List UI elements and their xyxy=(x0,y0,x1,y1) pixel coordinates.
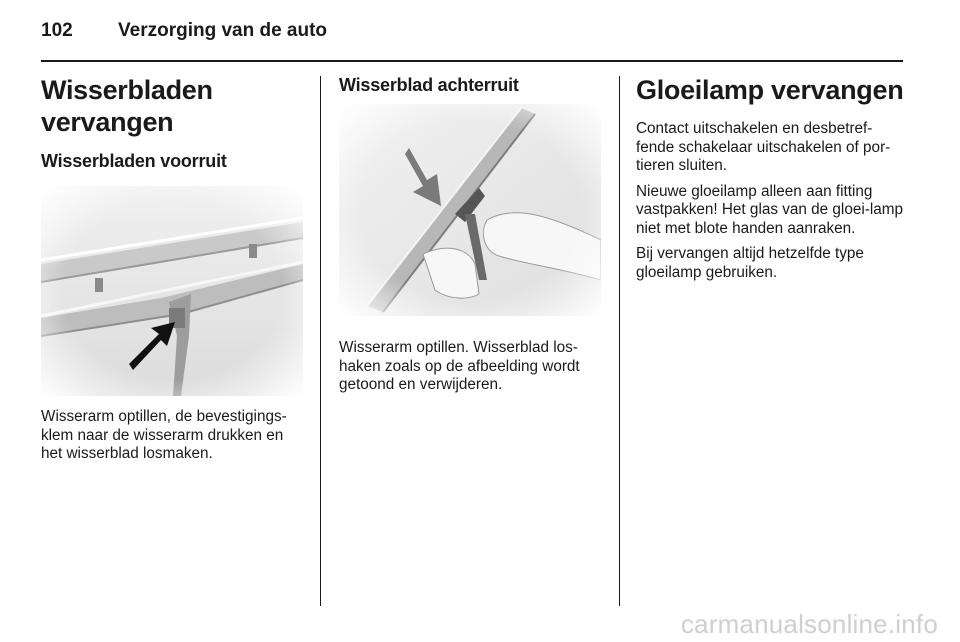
running-title: Verzorging van de auto xyxy=(118,20,328,41)
subsection-title-front: Wisserbladen voorruit xyxy=(41,151,227,171)
column-2 xyxy=(339,74,601,395)
bulb-paragraph: Bij vervangen altijd hetzelfde type gloeilamp gebruiken. xyxy=(636,245,864,281)
column-1 xyxy=(41,74,305,464)
column-divider-2 xyxy=(619,76,620,606)
page-number: 102 xyxy=(41,20,73,41)
bulb-paragraph: Nieuwe gloeilamp alleen aan fitting vastpakken! Het glas van de gloei-lamp niet met blote handen aanraken. xyxy=(636,182,903,237)
subsection-title-rear: Wisserblad achterruit xyxy=(339,75,519,95)
column-3 xyxy=(636,74,906,282)
section-title-wipers: Wisserbladen vervangen xyxy=(41,75,213,137)
header-rule xyxy=(41,60,903,62)
front-wiper-caption: Wisserarm optillen, de bevestigings-klem naar de wisserarm drukken en het wisserblad losmaken. xyxy=(41,408,287,462)
bulb-paragraph: Contact uitschakelen en desbetref-fende schakelaar uitschakelen of por-tieren sluiten. xyxy=(636,120,891,174)
rear-wiper-illustration xyxy=(339,104,601,316)
column-divider-1 xyxy=(320,76,321,606)
watermark: carmanualsonline.info xyxy=(680,609,938,639)
front-wiper-illustration xyxy=(41,186,303,396)
rear-wiper-caption: Wisserarm optillen. Wisserblad los-haken zoals op de afbeelding wordt getoond en verwijderen. xyxy=(339,339,580,393)
section-title-bulb: Gloeilamp vervangen xyxy=(636,75,904,105)
page-header xyxy=(41,14,903,48)
